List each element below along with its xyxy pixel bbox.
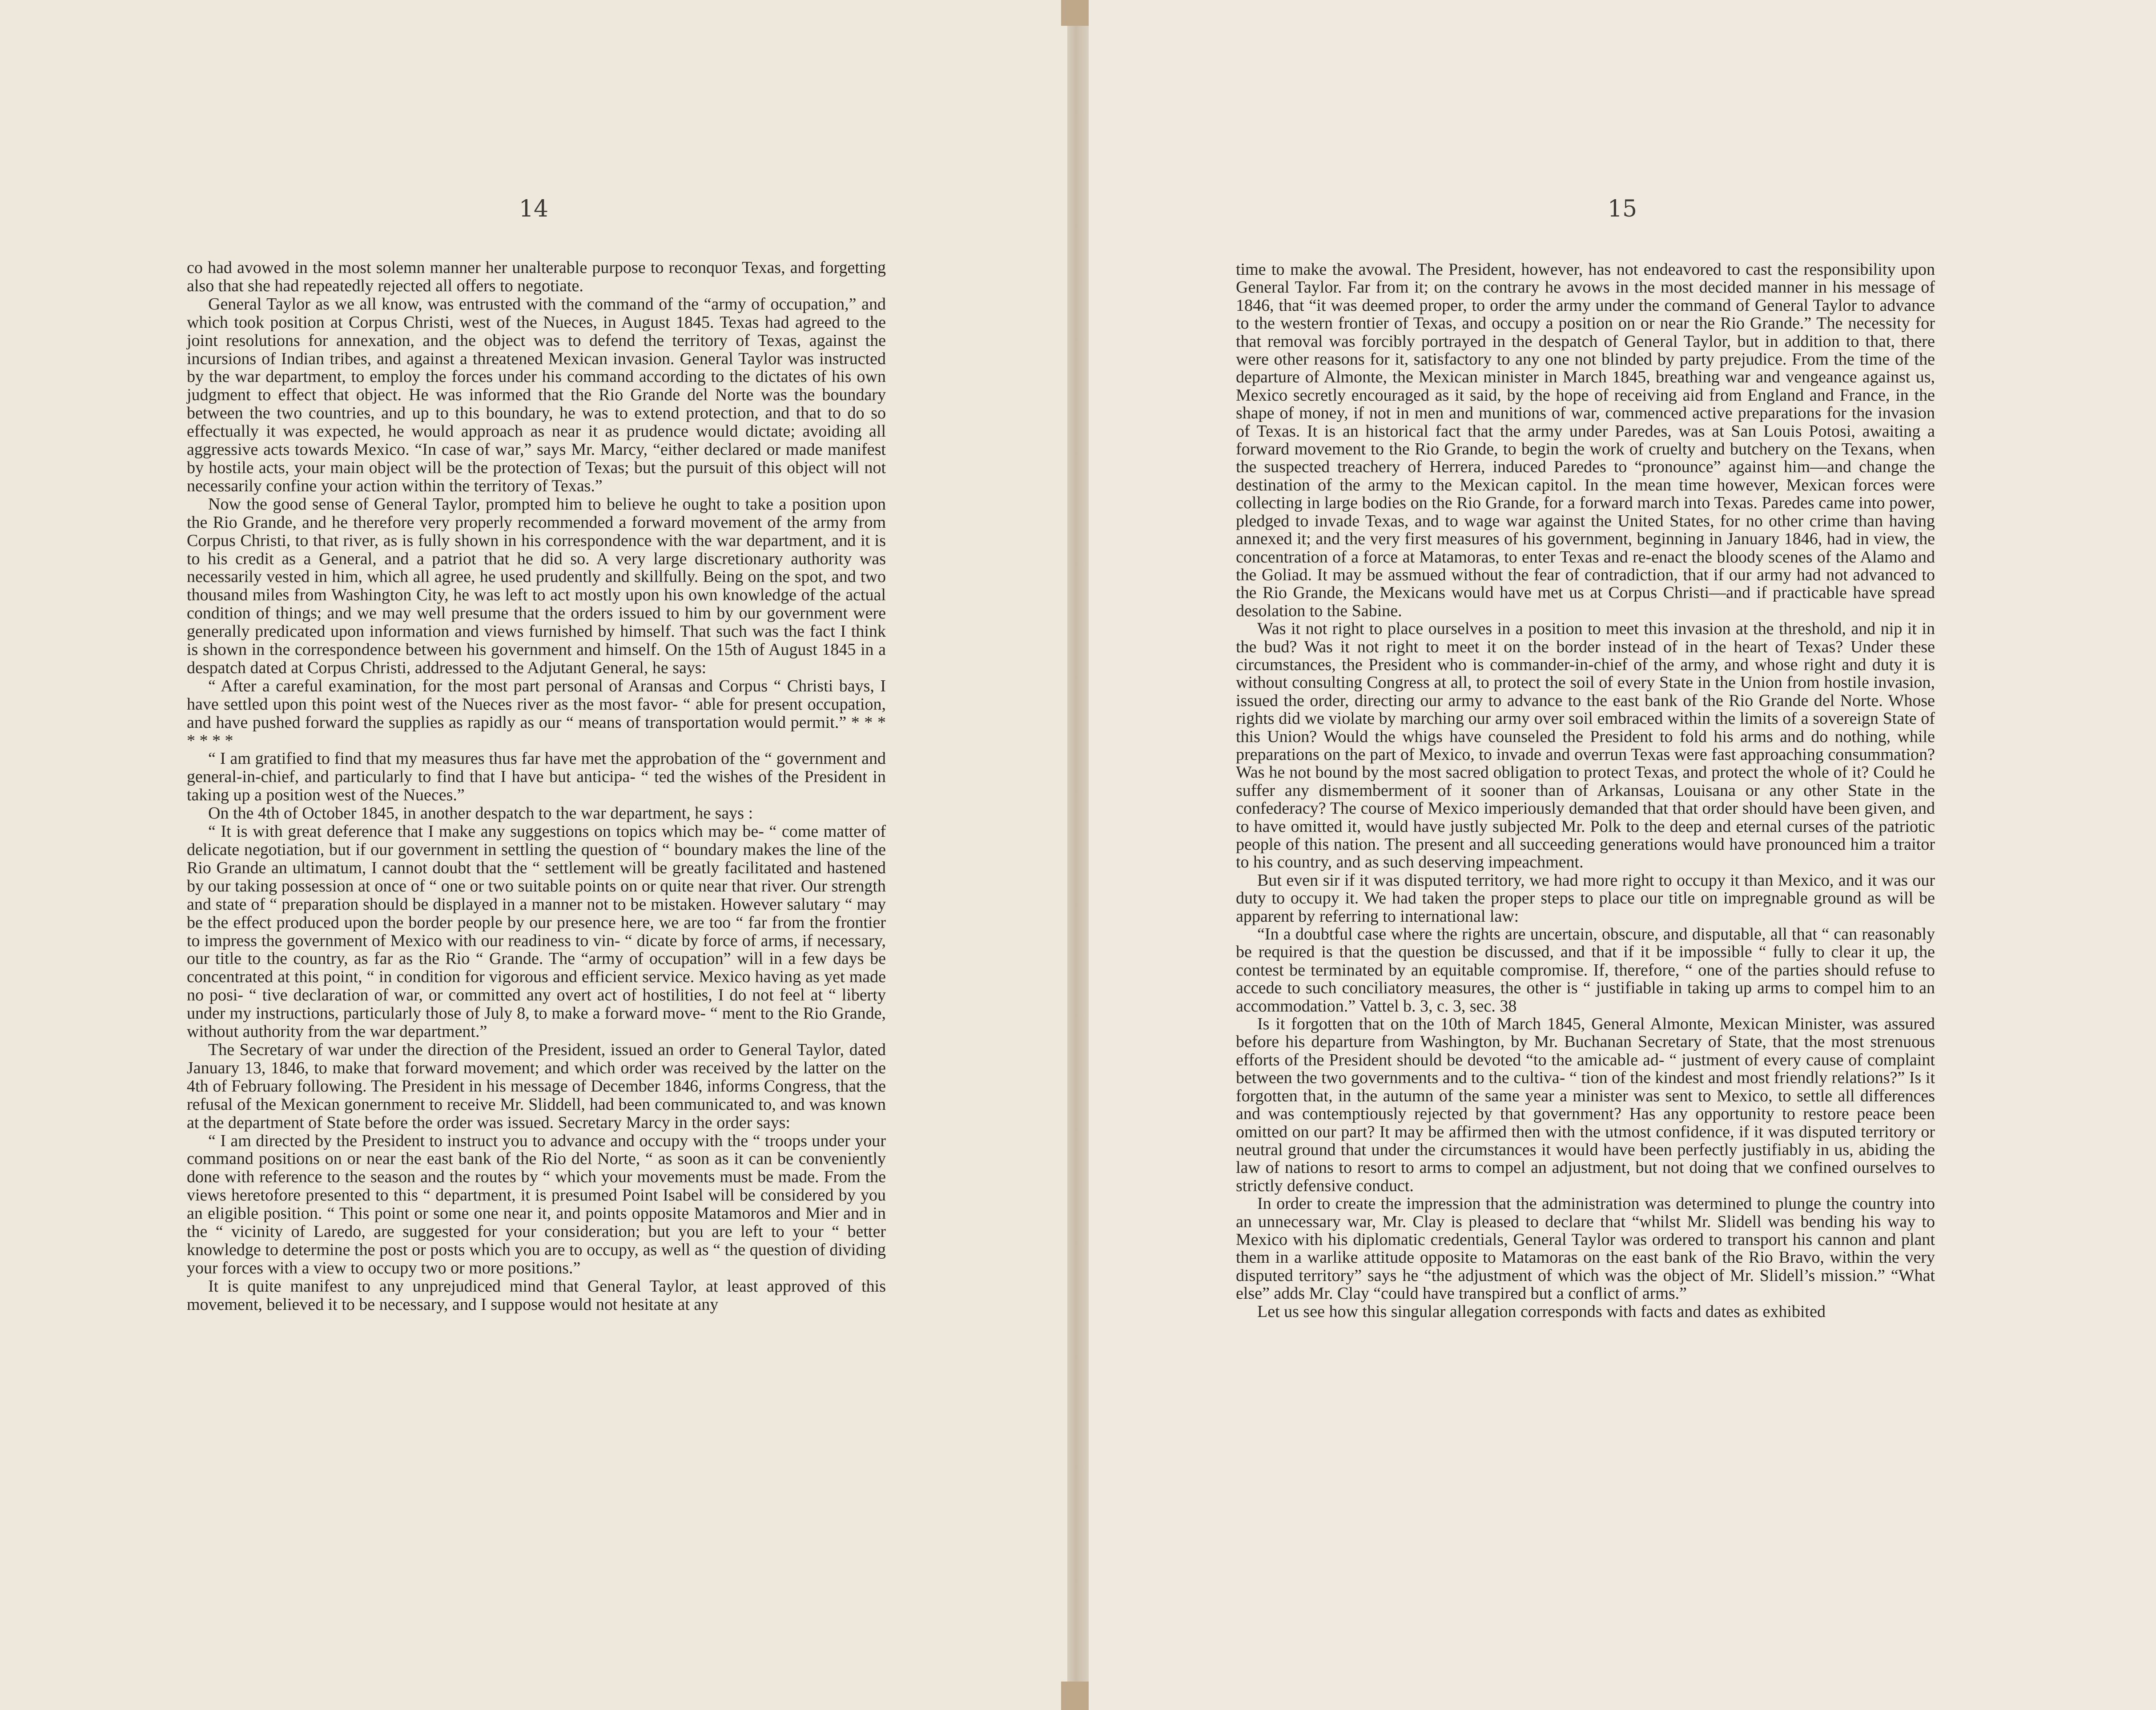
paragraph: Is it forgotten that on the 10th of March 1845, General Almonte, Mexican Minister, was assured before his departure from Washington, by Mr. Buchanan Secretary of State, that the most strenuous efforts of the President should be devoted “to the amicable ad- “ justment of every cause of complaint between the two governments and to the cultiva- “ tion of the kindest and most friendly relations?” Is it forgotten that, in the autumn of the same year a minister was sent to Mexico, to settle all differences and was contemptiously rejected by that government? Has any opportunity to restore peace been omitted on our part? It may be affirmed then with the utmost confidence, if it was disputed territory or neutral ground that under the circumstances it would have been perfectly justifiably in us, abiding the law of nations to resort to arms to compel an adjustment, but not doing that we confined ourselves to strictly defensive conduct.	[1236, 1015, 1935, 1195]
page-number: 14	[519, 196, 549, 222]
paragraph: On the 4th of October 1845, in another despatch to the war department, he says :	[208, 804, 753, 823]
quote: “ I am directed by the President to instruct you to advance and occupy with the “ troops under your command positions on or near the east bank of the Rio del Norte, “ as soon as it can be conveniently done with reference to the season and the routes by “ which your movements must be made. From the views heretofore presented to this “ department, it is presumed Point Isabel will be considered by you an eligible position. “ This point or some one near it, and points opposite Matamoros and Mier and in the “ vicinity of Laredo, are suggested for your consideration; but you are left to your “ better knowledge to determine the post or posts which you are to occupy, as well as “ the question of dividing your forces with a view to occupy two or more positions.”	[187, 1131, 886, 1277]
paragraph: co had avowed in the most solemn manner her unalterable purpose to reconquor Texas, and forgetting also that she had repeatedly rejected all offers to negotiate.	[187, 258, 886, 295]
page-body	[187, 259, 886, 1314]
paragraph: Now the good sense of General Taylor, prompted him to believe he ought to take a position upon the Rio Grande, and he therefore very properly recommended a forward movement of the army from Corpus Christi, to that river, as is fully shown in his correspondence with the war department, and it is to his credit as a General, and a patriot that he did so. A very large discretionary authority was necessarily vested in him, which all agree, he used prudently and skillfully. Being on the spot, and two thousand miles from Washington City, he was left to act mostly upon his own knowledge of the actual condition of things; and we may well presume that the orders issued to him by our government were generally predicated upon information and views furnished by himself. That such was the fact I think is shown in the correspondence between his government and himself. On the 15th of August 1845 in a despatch dated at Corpus Christi, addressed to the Adjutant General, he says:	[187, 494, 886, 677]
paragraph: General Taylor as we all know, was entrusted with the command of the “army of occupation,” and which took position at Corpus Christi, west of the Nueces, in August 1845. Texas had agreed to the joint resolutions for annexation, and the object was to defend the territory of Texas, against the incursions of Indian tribes, and against a threatened Mexican invasion. General Taylor was instructed by the war department, to employ the forces under his command according to the dictates of his own judgment to effect that object. He was informed that the Rio Grande del Norte was the boundary between the two countries, and up to this boundary, he was to extend protection, and that to do so effectually it was expected, he would approach as near it as prudence would dictate; avoiding all aggressive acts towards Mexico. “In case of war,” says Mr. Marcy, “either declared or made manifest by hostile acts, your main object will be the protection of Texas; but the pursuit of this object will not necessarily confine your action within the territory of Texas.”	[187, 294, 886, 495]
quote: “In a doubtful case where the rights are uncertain, obscure, and disputable, all that “ can reasonably be required is that the question be discussed, and that if it be impossible “ fully to clear it up, the contest be terminated by an equitable compromise. If, therefore, “ one of the parties should refuse to accede to such conciliatory measures, the other is “ justifiable in taking up arms to compel him to an accommodation.” Vattel b. 3, c. 3, sec. 38	[1236, 925, 1935, 1016]
page-body	[1236, 261, 1935, 1321]
quote: “ After a careful examination, for the most part personal of Aransas and Corpus “ Christi bays, I have settled upon this point west of the Nueces river as the most favor- “ able for present occupation, and have pushed forward the supplies as rapidly as our “ means of transportation would permit.” * * * * * * *	[187, 676, 886, 750]
book-gutter	[1067, 0, 1089, 1710]
paragraph: In order to create the impression that the administration was determined to plunge the country into an unnecessary war, Mr. Clay is pleased to declare that “whilst Mr. Slidell was bending his way to Mexico with his diplomatic credentials, General Taylor was ordered to transport his cannon and plant them in a warlike attitude opposite to Matamoras on the east bank of the Rio Bravo, within the very disputed territory” says he “the adjustment of which was the object of Mr. Slidell’s mission.” “What else” adds Mr. Clay “could have transpired but a conflict of arms.”	[1236, 1194, 1935, 1303]
paragraph: time to make the avowal. The President, however, has not endeavored to cast the responsibility upon General Taylor. Far from it; on the contrary he avows in the most decided manner in his message of 1846, that “it was deemed proper, to order the army under the command of General Taylor to advance to the western frontier of Texas, and occupy a position on or near the Rio Grande.” The necessity for that removal was forcibly portrayed in the despatch of General Taylor, but in addition to that, there were other reasons for it, satisfactory to any one not blinded by party prejudice. From the time of the departure of Almonte, the Mexican minister in March 1845, breathing war and vengeance against us, Mexico secretly encouraged as it said, by the hope of receiving aid from England and France, in the shape of money, if not in men and munitions of war, commenced active preparations for the invasion of Texas. It is an historical fact that the army under Paredes, was at San Louis Potosi, awaiting a forward movement to the Rio Grande, to begin the work of cruelty and butchery on the Texans, when the suspected treachery of Herrera, induced Paredes to “pronounce” against him—and change the destination of the army to the Mexican capitol. In the mean time however, Mexican forces were collecting in large bodies on the Rio Grande, for a forward march into Texas. Paredes came into power, pledged to invade Texas, and to wage war against the United States, for no other crime than having annexed it; and the very first measures of his government, beginning in January 1846, had in view, the concentration of a force at Matamoras, to enter Texas and re-enact the bloody scenes of the Alamo and the Goliad. It may be assmued without the fear of contradiction, that if our army had not advanced to the Rio Grande, the Mexicans would have met us at Corpus Christi—and if practicable have spread desolation to the Sabine.	[1236, 260, 1935, 620]
right-page	[1089, 0, 2156, 1710]
quote: “ It is with great deference that I make any suggestions on topics which may be- “ come matter of delicate negotiation, but if our government in settling the question of “ boundary makes the line of the Rio Grande an ultimatum, I cannot doubt that the “ settlement will be greatly facilitated and hastened by our taking possession at once of “ one or two suitable points on or quite near that river. Our strength and state of “ preparation should be displayed in a manner not to be mistaken. However salutary “ may be the effect produced upon the border people by our presence here, we are too “ far from the frontier to impress the government of Mexico with our readiness to vin- “ dicate by force of arms, if necessary, our title to the country, as far as the Rio “ Grande. The “army of occupation” will in a few days be concentrated at this point, “ in condition for vigorous and efficient service. Mexico having as yet made no posi- “ tive declaration of war, or committed any overt act of hostilities, I do not feel at “ liberty under my instructions, particularly those of July 8, to make a forward move- “ ment to the Rio Grande, without authority from the war department.”	[187, 822, 886, 1041]
paragraph: The Secretary of war under the direction of the President, issued an order to General Taylor, dated January 13, 1846, to make that forward movement; and which order was received by the latter on the 4th of February following. The President in his message of December 1846, informs Congress, that the refusal of the Mexican gonernment to receive Mr. Sliddell, had been communicated to, and was known at the department of State before the order was issued. Secretary Marcy in the order says:	[187, 1040, 886, 1132]
paragraph: It is quite manifest to any unprejudiced mind that General Taylor, at least approved of this movement, believed it to be necessary, and I suppose would not hesitate at any	[187, 1276, 886, 1314]
paragraph: Was it not right to place ourselves in a position to meet this invasion at the threshold, and nip it in the bud? Was it not right to meet it on the border instead of in the heart of Texas? Under these circumstances, the President who is commander-in-chief of the army, and whose right and duty it is without consulting Congress at all, to protect the soil of every State in the Union from hostile invasion, issued the order, directing our army to advance to the east bank of the Rio Grande del Norte. Whose rights did we violate by marching our army over soil embraced within the limits of a sovereign State of this Union? Would the whigs have counseled the President to fold his arms and do nothing, while preparations on the part of Mexico, to invade and overrun Texas were fast approaching consummation? Was he not bound by the most sacred obligation to protect Texas, and protect the whole of it? Could he suffer any dismemberment of it sooner than of Arkansas, Louisana or any other State in the confederacy? The course of Mexico imperiously demanded that that order should have been given, and to have omitted it, would have justly subjected Mr. Polk to the deep and eternal curses of the patriotic people of this nation. The present and all succeeding generations would have pronounced him a traitor to his country, and as such deserving impeachment.	[1236, 619, 1935, 872]
paragraph: But even sir if it was disputed territory, we had more right to occupy it than Mexico, and it was our duty to occupy it. We had taken the proper steps to place our title on impregnable ground as will be apparent by referring to international law:	[1236, 871, 1935, 926]
paragraph: Let us see how this singular allegation corresponds with facts and dates as exhibited	[1257, 1302, 1826, 1321]
page-number: 15	[1607, 196, 1637, 222]
left-page	[0, 0, 1067, 1710]
quote: “ I am gratified to find that my measures thus far have met the approbation of the “ government and general-in-chief, and particularly to find that I have but anticipa- “ ted the wishes of the President in taking up a position west of the Nueces.”	[187, 749, 886, 805]
